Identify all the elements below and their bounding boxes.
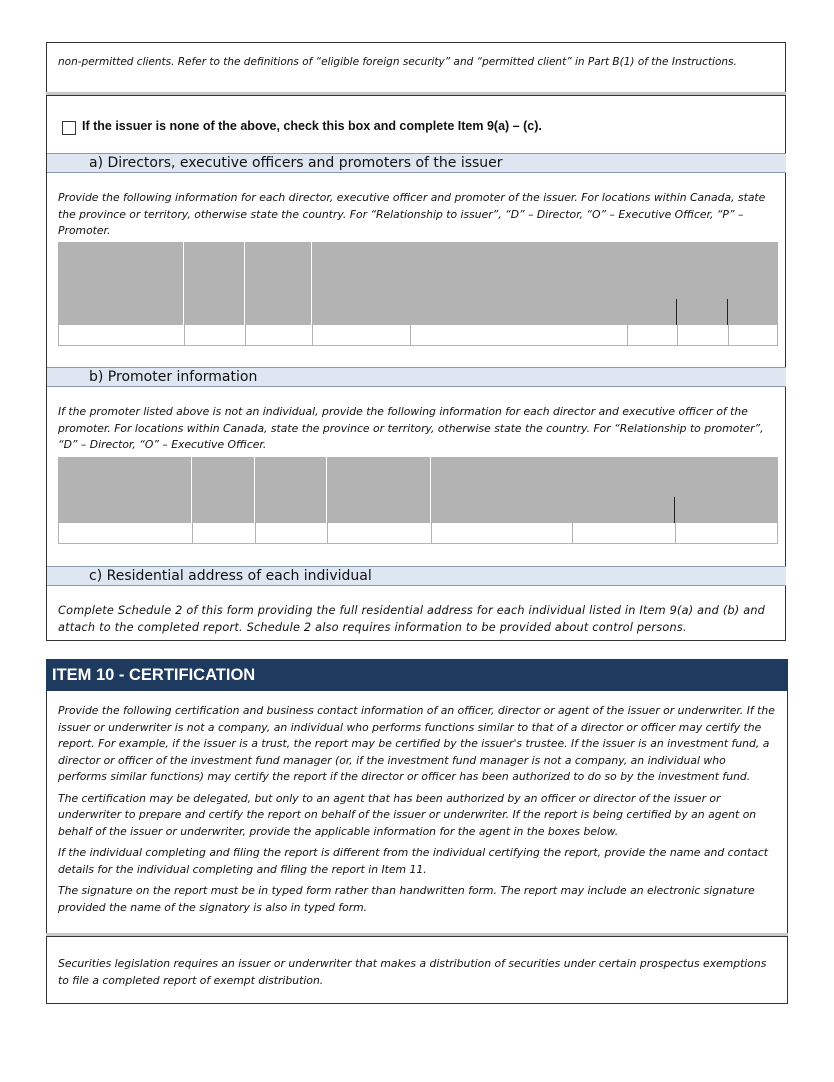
table-header-cell bbox=[431, 457, 778, 523]
table-cell[interactable] bbox=[627, 325, 677, 346]
section-a-heading: a) Directors, executive officers and promoters of the issuer bbox=[47, 153, 786, 173]
item10-paragraphs bbox=[58, 703, 776, 916]
table-header-cell bbox=[255, 457, 327, 523]
section-c-heading: c) Residential address of each individual bbox=[47, 566, 786, 586]
directors-table[interactable] bbox=[58, 242, 778, 346]
issuer-none-checkbox[interactable] bbox=[62, 121, 76, 135]
table-cell[interactable] bbox=[255, 523, 327, 544]
item10-paragraph: If the individual completing and filing the report is different from the individual certifying the report, provide the name and contact details for the individual completing and filing the report in Item 11. bbox=[58, 846, 769, 876]
table-cell[interactable] bbox=[728, 325, 778, 346]
table-header-cell bbox=[58, 242, 184, 325]
table-cell[interactable] bbox=[677, 325, 728, 346]
bottom-note: Securities legislation requires an issuer or underwriter that makes a distribution of securities under certain prospectus exemptions to file a completed report of exempt distribution. bbox=[58, 957, 767, 987]
column-tick bbox=[727, 299, 728, 325]
column-tick bbox=[674, 497, 675, 523]
table-cell[interactable] bbox=[431, 523, 572, 544]
table-cell[interactable] bbox=[192, 523, 255, 544]
column-tick bbox=[676, 299, 677, 325]
top-note: non-permitted clients. Refer to the definitions of “eligible foreign security” and “permitted client” in Part B(1) of the Instructions. bbox=[58, 56, 737, 68]
section-a-instructions: Provide the following information for each director, executive officer and promoter of the issuer. For locations within Canada, state the province or territory, otherwise state the country. For “Relationship to issuer”, “D” – Director, “O” – Executive Officer, “P” – Promoter. bbox=[58, 191, 766, 237]
item10-paragraph: The certification may be delegated, but only to an agent that has been authorized by an officer or director of the issuer or underwriter to prepare and certify the report on behalf of the issuer or underwriter. If the report is being certified by an agent on behalf of the issuer or underwriter, provide the applicable information for the agent in the boxes below. bbox=[58, 791, 757, 838]
table-cell[interactable] bbox=[58, 523, 192, 544]
table-header-cell bbox=[192, 457, 255, 523]
table-cell[interactable] bbox=[572, 523, 675, 544]
table-header-cell bbox=[245, 242, 312, 325]
table-cell[interactable] bbox=[312, 325, 410, 346]
section-c-instructions: Complete Schedule 2 of this form providing the full residential address for each individual listed in Item 9(a) and (b) and attach to the completed report. Schedule 2 also requires information to be provided about control persons. bbox=[58, 604, 766, 634]
table-header-cell bbox=[312, 242, 778, 325]
item10-paragraph: Provide the following certification and business contact information of an officer, director or agent of the issuer or underwriter. If the issuer or underwriter is not a company, an individual who performs functions similar to that of a director or officer may certify the report. For example, if the issuer is a trust, the report may be certified by the issuer's trustee. If the issuer is an investment fund, a director or officer of the investment fund manager (or, if the investment fund manager is not a company, an individual who performs similar functions) may certify the report if the director or officer has been authorized to do so by the investment fund. bbox=[58, 704, 775, 783]
table-cell[interactable] bbox=[58, 325, 184, 346]
table-cell[interactable] bbox=[410, 325, 627, 346]
item10-heading: ITEM 10 - CERTIFICATION bbox=[46, 659, 788, 692]
table-cell[interactable] bbox=[675, 523, 778, 544]
section-b-instructions: If the promoter listed above is not an individual, provide the following information for each director and executive officer of the promoter. For locations within Canada, state the province or territory, otherwise state the country. For “Relationship to promoter”, “D” – Director, “O” – Executive Officer. bbox=[58, 405, 764, 451]
table-header-cell bbox=[58, 457, 192, 523]
section-b-heading: b) Promoter information bbox=[47, 367, 786, 387]
table-cell[interactable] bbox=[245, 325, 312, 346]
table-header-cell bbox=[184, 242, 245, 325]
table-cell[interactable] bbox=[184, 325, 245, 346]
checkbox-label: If the issuer is none of the above, check this box and complete Item 9(a) – (c). bbox=[82, 119, 542, 133]
table-cell[interactable] bbox=[327, 523, 431, 544]
promoter-table[interactable] bbox=[58, 457, 778, 544]
item10-paragraph: The signature on the report must be in typed form rather than handwritten form. The report may include an electronic signature provided the name of the signatory is also in typed form. bbox=[58, 884, 755, 914]
table-header-cell bbox=[327, 457, 431, 523]
